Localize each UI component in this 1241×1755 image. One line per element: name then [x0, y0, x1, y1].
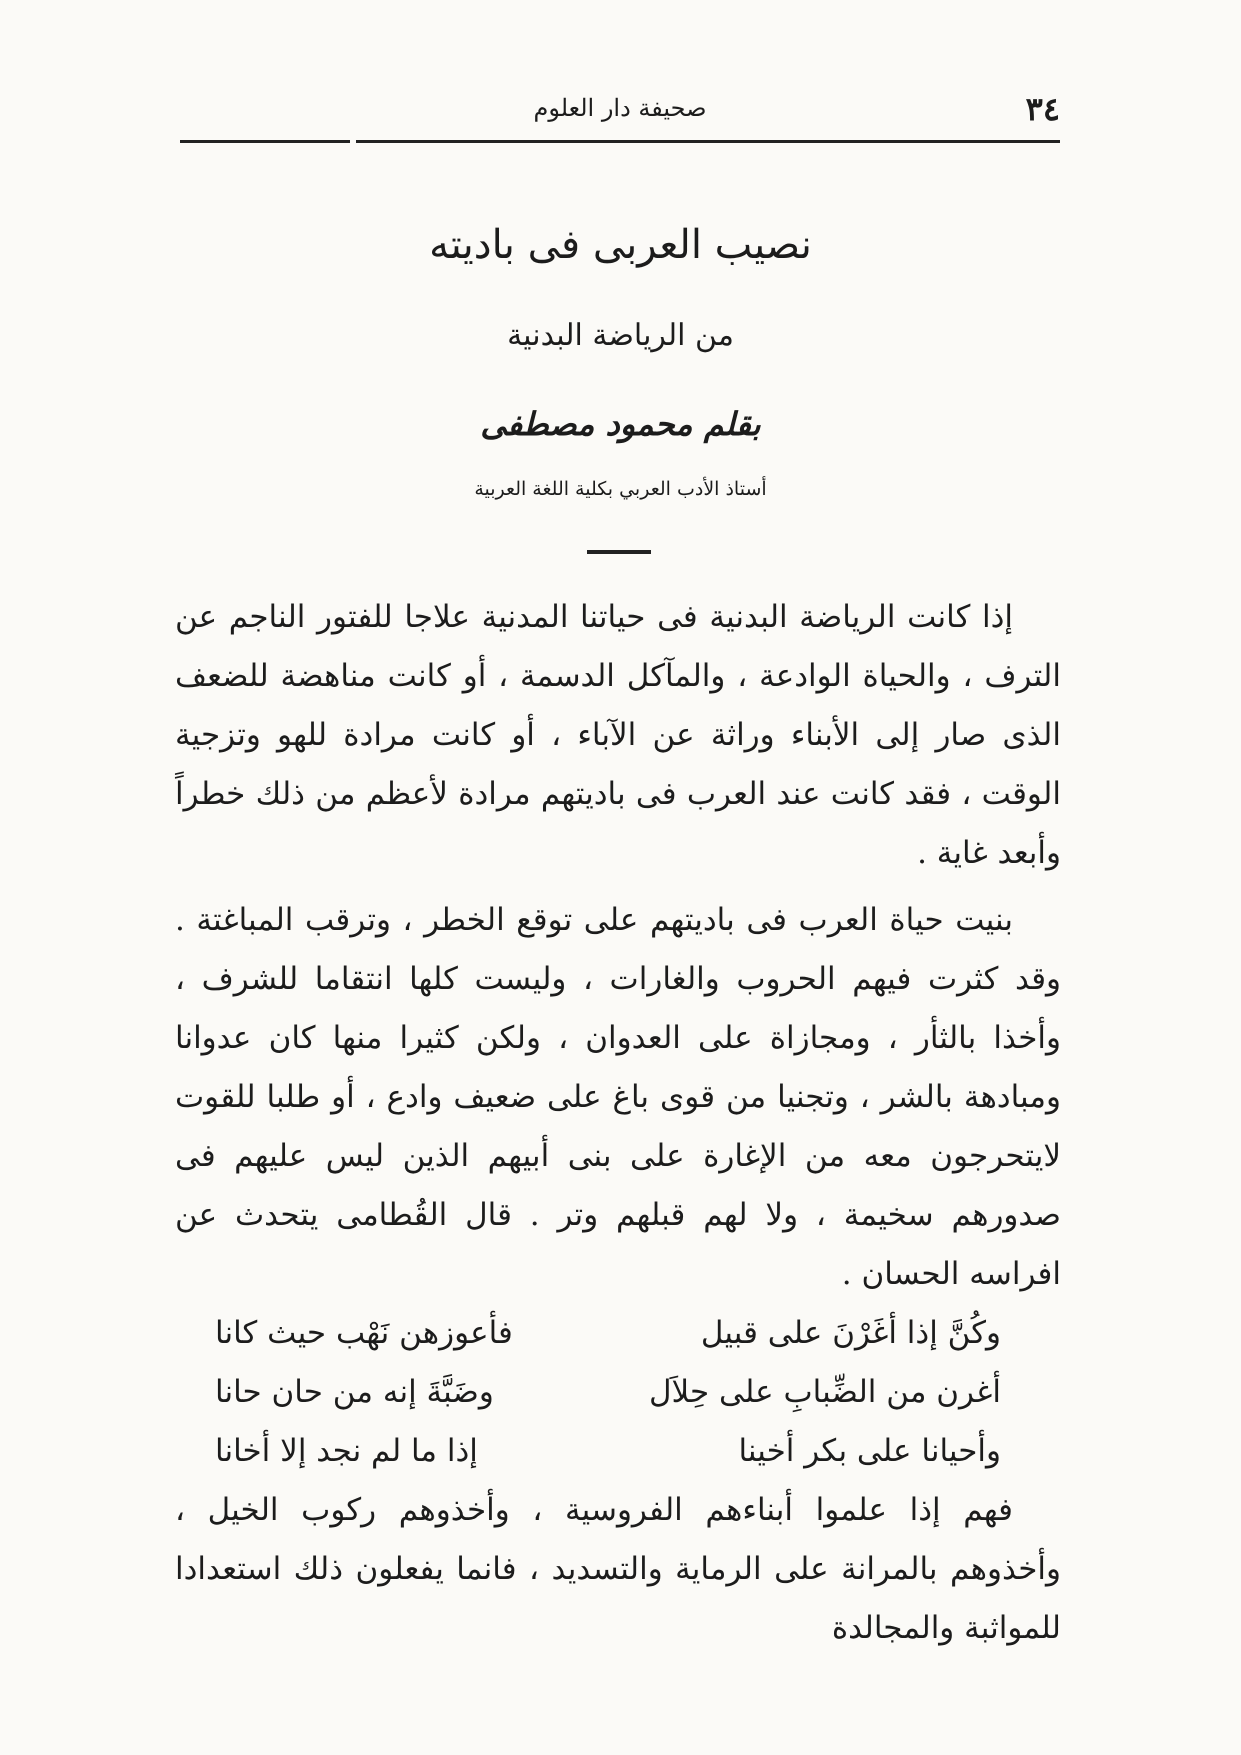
paragraph: فهم إذا علموا أبناءهم الفروسية ، وأخذوهم ركوب الخيل ، وأخذوهم بالمرانة على الرماية والتسديد ، فانما يفعلون ذلك استعدادا للمواثبة والمجالدة [175, 1492, 1061, 1646]
verse-line [175, 1363, 1061, 1422]
running-title: صحيفة دار العلوم [533, 94, 707, 122]
article-body [175, 588, 1061, 1658]
header-rule [180, 140, 1060, 143]
verse-hemistich: وكُنَّ إذا أغَرْنَ على قبيل [700, 1315, 1001, 1351]
page-header [180, 90, 1060, 136]
paragraph: إذا كانت الرياضة البدنية فى حياتنا المدنية علاجا للفتور الناجم عن الترف ، والحياة الوادعة ، والمآكل الدسمة ، أو كانت مناهضة للضعف الذى صار إلى الأبناء وراثة عن الآباء ، أو كانت مرادة للهو وتزجية الوقت ، فقد كانت عند العرب فى باديتهم مرادة لأعظم من ذلك خطراً وأبعد غاية . [175, 599, 1061, 871]
verse-line [175, 1304, 1061, 1363]
section-divider [587, 550, 651, 554]
verse-hemistich: وضَبَّةَ إنه من حان حانا [215, 1374, 494, 1410]
header-rule-gap [350, 138, 356, 146]
paragraph: بنيت حياة العرب فى باديتهم على توقع الخطر ، وترقب المباغتة . وقد كثرت فيهم الحروب والغارات ، وليست كلها انتقاما للشرف ، وأخذا بالثأر ، ومجازاة على العدوان ، ولكن كثيرا منها كان عدوانا ومبادهة بالشر ، وتجنيا من قوى باغ على ضعيف وادع ، أو طلبا للقوت لايتحرجون معه من الإغارة على بنى أبيهم الذين ليس عليهم فى صدورهم سخيمة ، ولا لهم قبلهم وتر . قال القُطامى يتحدث عن افراسه الحسان . [175, 902, 1061, 1292]
verse-line [175, 1422, 1061, 1481]
verse-hemistich: وأحيانا على بكر أخينا [738, 1433, 1001, 1469]
verse-hemistich: إذا ما لم نجد إلا أخانا [215, 1433, 478, 1469]
article-title: نصيب العربى فى باديته [429, 222, 812, 268]
verse-hemistich: فأعوزهن نَهْب حيث كانا [215, 1315, 513, 1351]
verse-hemistich: أغرن من الضِّبابِ على حِلاَل [648, 1374, 1001, 1410]
article-author: بقلم محمود مصطفى [480, 405, 761, 443]
author-affiliation: أستاذ الأدب العربي بكلية اللغة العربية [474, 478, 767, 500]
article-subtitle: من الرياضة البدنية [507, 318, 734, 353]
page-number: ٣٤ [1025, 90, 1060, 128]
